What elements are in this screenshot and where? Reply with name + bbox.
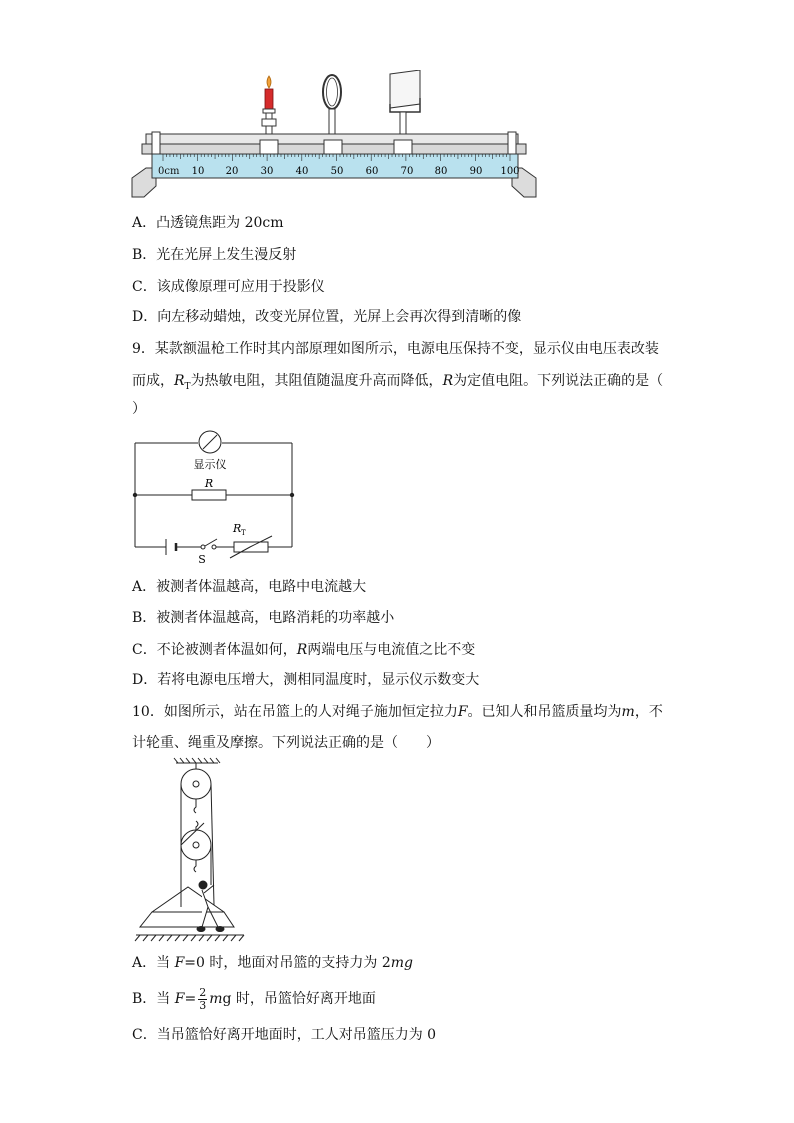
q10-option-c: C．当吊篮恰好离开地面时，工人对吊篮压力为 0 bbox=[132, 1027, 437, 1043]
q10-stem-line-2: 计轮重、绳重及摩擦。下列说法正确的是（ ） bbox=[132, 735, 440, 751]
light-screen-icon bbox=[390, 70, 420, 143]
ruler-tick-label: 70 bbox=[400, 166, 414, 177]
q9-option-c: C．不论被测者体温如何，R两端电压与电流值之比不变 bbox=[132, 642, 476, 658]
switch-icon bbox=[201, 539, 217, 549]
display-meter-icon bbox=[199, 431, 221, 453]
thermistor-label: R bbox=[233, 522, 242, 535]
q8-option-a: A．凸透镜焦距为 20cm bbox=[132, 215, 284, 231]
q8-option-c: C．该成像原理可应用于投影仪 bbox=[132, 279, 325, 295]
ruler-tick-label: 60 bbox=[365, 166, 379, 177]
ruler-tick-label: 20 bbox=[225, 166, 239, 177]
thermistor-subscript: T bbox=[241, 529, 246, 537]
basket-icon bbox=[140, 887, 234, 927]
ruler-tick-label: 50 bbox=[330, 166, 344, 177]
ruler-tick-label: 80 bbox=[434, 166, 448, 177]
q9-stem-line-3: ） bbox=[132, 401, 146, 417]
ruler-tick-label: 10 bbox=[191, 166, 205, 177]
q9-stem-line-1: 9．某款额温枪工作时其内部原理如图所示，电源电压保持不变，显示仪由电压表改装 bbox=[132, 341, 659, 357]
resistor-label: R bbox=[204, 477, 214, 490]
ruler-tick-label: 30 bbox=[260, 166, 274, 177]
convex-lens-icon bbox=[323, 75, 341, 143]
ruler-tick-label: 100 bbox=[500, 166, 520, 177]
ruler-tick-label: 90 bbox=[469, 166, 483, 177]
q9-stem-line-2: 而成，$R_T$为热敏电阻，其阻值随温度升高而降低，R为定值电阻。下列说法正确的是（ bbox=[132, 373, 664, 392]
q10-option-a: A．当 F=0 时，地面对吊篮的支持力为 2mg bbox=[132, 955, 413, 971]
ruler-unit-label: 0cm bbox=[158, 166, 180, 177]
switch-label: S bbox=[198, 553, 206, 566]
meter-label: 显示仪 bbox=[193, 458, 227, 471]
pulley-basket-figure bbox=[132, 757, 252, 942]
q8-option-b: B．光在光屏上发生漫反射 bbox=[132, 247, 297, 263]
battery-icon bbox=[166, 539, 176, 555]
q9-option-d: D．若将电源电压增大，测相同温度时，显示仪示数变大 bbox=[132, 672, 480, 688]
ruler-tick-label: 40 bbox=[295, 166, 309, 177]
thermometer-circuit-figure bbox=[128, 425, 300, 570]
optical-bench-figure bbox=[128, 70, 540, 200]
q10-option-b: B．当 F= $\frac{2}{3}$ mg 时，吊篮恰好离开地面 bbox=[132, 985, 376, 1012]
fraction: $\frac{2}{3}$ bbox=[199, 985, 207, 1012]
q9-option-b: B．被测者体温越高，电路消耗的功率越小 bbox=[132, 610, 395, 626]
q10-stem-line-1: 10．如图所示，站在吊篮上的人对绳子施加恒定拉力F。已知人和吊篮质量均为m，不 bbox=[132, 704, 663, 720]
q8-option-d: D．向左移动蜡烛，改变光屏位置，光屏上会再次得到清晰的像 bbox=[132, 309, 522, 325]
candle-icon bbox=[262, 76, 276, 141]
q9-option-a: A．被测者体温越高，电路中电流越大 bbox=[132, 579, 367, 595]
